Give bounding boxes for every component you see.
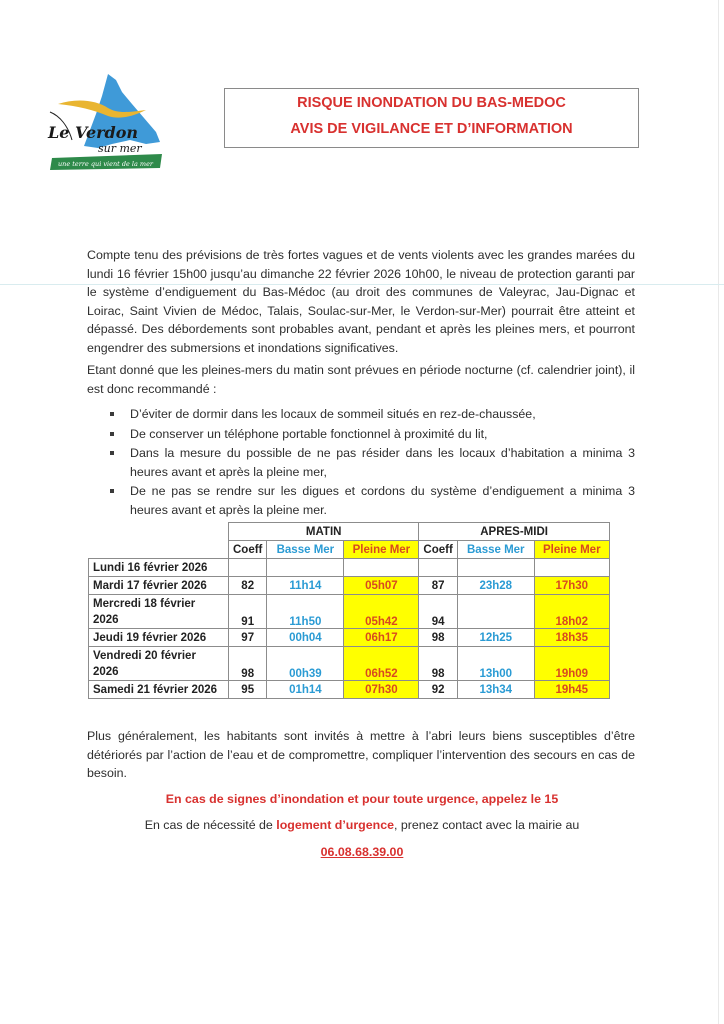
day-cell: Jeudi 19 février 2026 xyxy=(89,629,229,647)
am-pleine-cell xyxy=(344,559,419,577)
town-hall-phone[interactable]: 06.08.68.39.00 xyxy=(320,845,404,859)
group-header-apres-midi: APRES-MIDI xyxy=(419,523,609,541)
pm-basse-cell: 13h34 xyxy=(457,681,534,699)
column-header-pleine-mer: Pleine Mer xyxy=(344,541,419,559)
day-cell: Samedi 21 février 2026 xyxy=(89,681,229,699)
pm-basse-cell xyxy=(457,595,534,629)
page-edge xyxy=(718,0,719,1024)
day-label-line1: Mercredi 18 février xyxy=(93,598,196,610)
pm-pleine-cell: 18h35 xyxy=(534,629,609,647)
table-row xyxy=(89,559,610,577)
table-column-header-row xyxy=(89,541,610,559)
am-basse-cell: 00h04 xyxy=(267,629,344,647)
am-pleine-cell: 05h42 xyxy=(344,595,419,629)
emergency-notice: En cas de signes d’inondation et pour toute urgence, appelez le 15 xyxy=(165,792,559,806)
recommendation-item xyxy=(108,425,635,444)
bullet-square-icon xyxy=(110,412,114,416)
day-cell xyxy=(89,647,229,681)
pm-coeff-cell xyxy=(419,559,457,577)
document-subtitle: AVIS DE VIGILANCE ET D’INFORMATION xyxy=(290,121,573,137)
logo-tagline: une terre qui vient de la mer xyxy=(58,160,154,168)
recommendation-item xyxy=(108,444,635,481)
recommendation-text: De conserver un téléphone portable fonctionnel à proximité du lit, xyxy=(130,426,488,441)
am-coeff-cell: 97 xyxy=(229,629,267,647)
am-pleine-cell: 06h17 xyxy=(344,629,419,647)
pm-pleine-cell: 17h30 xyxy=(534,577,609,595)
day-cell: Mardi 17 février 2026 xyxy=(89,577,229,595)
recommendation-item xyxy=(108,405,635,424)
am-coeff-cell: 98 xyxy=(229,647,267,681)
recommendation-text: De ne pas se rendre sur les digues et cordons du système d’endiguement a minima 3 heures avant et après la pleine mer. xyxy=(130,484,635,517)
document-title: RISQUE INONDATION DU BAS-MEDOC xyxy=(297,95,566,111)
bullet-square-icon xyxy=(110,489,114,493)
column-header-coeff: Coeff xyxy=(229,541,267,559)
housing-prefix: En cas de nécessité de xyxy=(144,818,277,832)
am-basse-cell: 11h50 xyxy=(267,595,344,629)
pm-pleine-cell: 18h02 xyxy=(534,595,609,629)
general-advice-paragraph: Plus généralement, les habitants sont invités à mettre à l’abri leurs biens susceptibles d’être détériorés par l’action de l’eau et de compromettre, compliquer l’intervention des secours en cas de besoin. xyxy=(87,729,635,781)
pm-basse-cell: 12h25 xyxy=(457,629,534,647)
day-label-line1: Vendredi 20 février xyxy=(93,650,196,662)
pm-basse-cell: 13h00 xyxy=(457,647,534,681)
day-cell: Lundi 16 février 2026 xyxy=(89,559,229,577)
table-corner xyxy=(89,523,229,541)
pm-pleine-cell: 19h09 xyxy=(534,647,609,681)
recommendations-list xyxy=(108,405,635,521)
day-label-line2: 2026 xyxy=(93,666,119,678)
recommendation-text: Dans la mesure du possible de ne pas résider dans les locaux d’habitation a minima 3 heures avant et après la pleine mer, xyxy=(130,446,635,479)
pm-basse-cell xyxy=(457,559,534,577)
recommendation-item xyxy=(108,482,635,519)
am-coeff-cell: 91 xyxy=(229,595,267,629)
column-header-basse-mer: Basse Mer xyxy=(457,541,534,559)
tide-table xyxy=(88,522,610,699)
am-basse-cell: 00h39 xyxy=(267,647,344,681)
table-row xyxy=(89,681,610,699)
intro-paragraph: Compte tenu des prévisions de très fortes vagues et de vents violents avec les grandes marées du lundi 16 février 15h00 jusqu’au dimanche 22 février 2026 10h00, le niveau de protection garanti par le système d’endiguement du Bas-Médoc (au droit des communes de Valeyrac, Jau-Dignac et Loirac, Saint Vivien de Médoc, Talais, Soulac-sur-Mer, le Verdon-sur-Mer) pourrait être atteint et dépassé. Des débordements sont probables avant, pendant et après les pleines mers, et pourront engendrer des submersions et inondations significatives. xyxy=(87,248,635,355)
am-pleine-cell: 07h30 xyxy=(344,681,419,699)
table-row xyxy=(89,577,610,595)
group-header-matin: MATIN xyxy=(229,523,419,541)
column-header-pleine-mer: Pleine Mer xyxy=(534,541,609,559)
table-row xyxy=(89,629,610,647)
recommendation-intro: Etant donné que les pleines-mers du matin sont prévues en période nocturne (cf. calendrier joint), il est donc recommandé : xyxy=(87,363,635,396)
am-coeff-cell: 95 xyxy=(229,681,267,699)
column-header-basse-mer: Basse Mer xyxy=(267,541,344,559)
housing-notice xyxy=(0,818,724,832)
am-pleine-cell: 06h52 xyxy=(344,647,419,681)
table-row xyxy=(89,595,610,629)
table-group-header-row xyxy=(89,523,610,541)
am-coeff-cell: 82 xyxy=(229,577,267,595)
pm-basse-cell: 23h28 xyxy=(457,577,534,595)
title-box xyxy=(224,88,639,148)
table-row xyxy=(89,647,610,681)
logo-name-line2: sur mer xyxy=(98,142,142,155)
day-label-line2: 2026 xyxy=(93,614,119,626)
pm-pleine-cell: 19h45 xyxy=(534,681,609,699)
recommendation-text: D’éviter de dormir dans les locaux de sommeil situés en rez-de-chaussée, xyxy=(130,407,536,421)
pm-coeff-cell: 87 xyxy=(419,577,457,595)
table-corner xyxy=(89,541,229,559)
housing-highlight: logement d’urgence xyxy=(276,818,394,832)
municipality-logo xyxy=(46,70,174,176)
housing-suffix: , prenez contact avec la mairie au xyxy=(394,818,580,832)
am-basse-cell: 11h14 xyxy=(267,577,344,595)
pm-coeff-cell: 98 xyxy=(419,647,457,681)
am-pleine-cell: 05h07 xyxy=(344,577,419,595)
pm-coeff-cell: 94 xyxy=(419,595,457,629)
logo-name-line1: Le Verdon xyxy=(48,123,139,142)
pm-coeff-cell: 92 xyxy=(419,681,457,699)
pm-coeff-cell: 98 xyxy=(419,629,457,647)
am-basse-cell xyxy=(267,559,344,577)
logo-graphic xyxy=(46,70,174,176)
am-basse-cell: 01h14 xyxy=(267,681,344,699)
column-header-coeff: Coeff xyxy=(419,541,457,559)
bullet-square-icon xyxy=(110,432,114,436)
pm-pleine-cell xyxy=(534,559,609,577)
am-coeff-cell xyxy=(229,559,267,577)
bullet-square-icon xyxy=(110,451,114,455)
day-cell xyxy=(89,595,229,629)
